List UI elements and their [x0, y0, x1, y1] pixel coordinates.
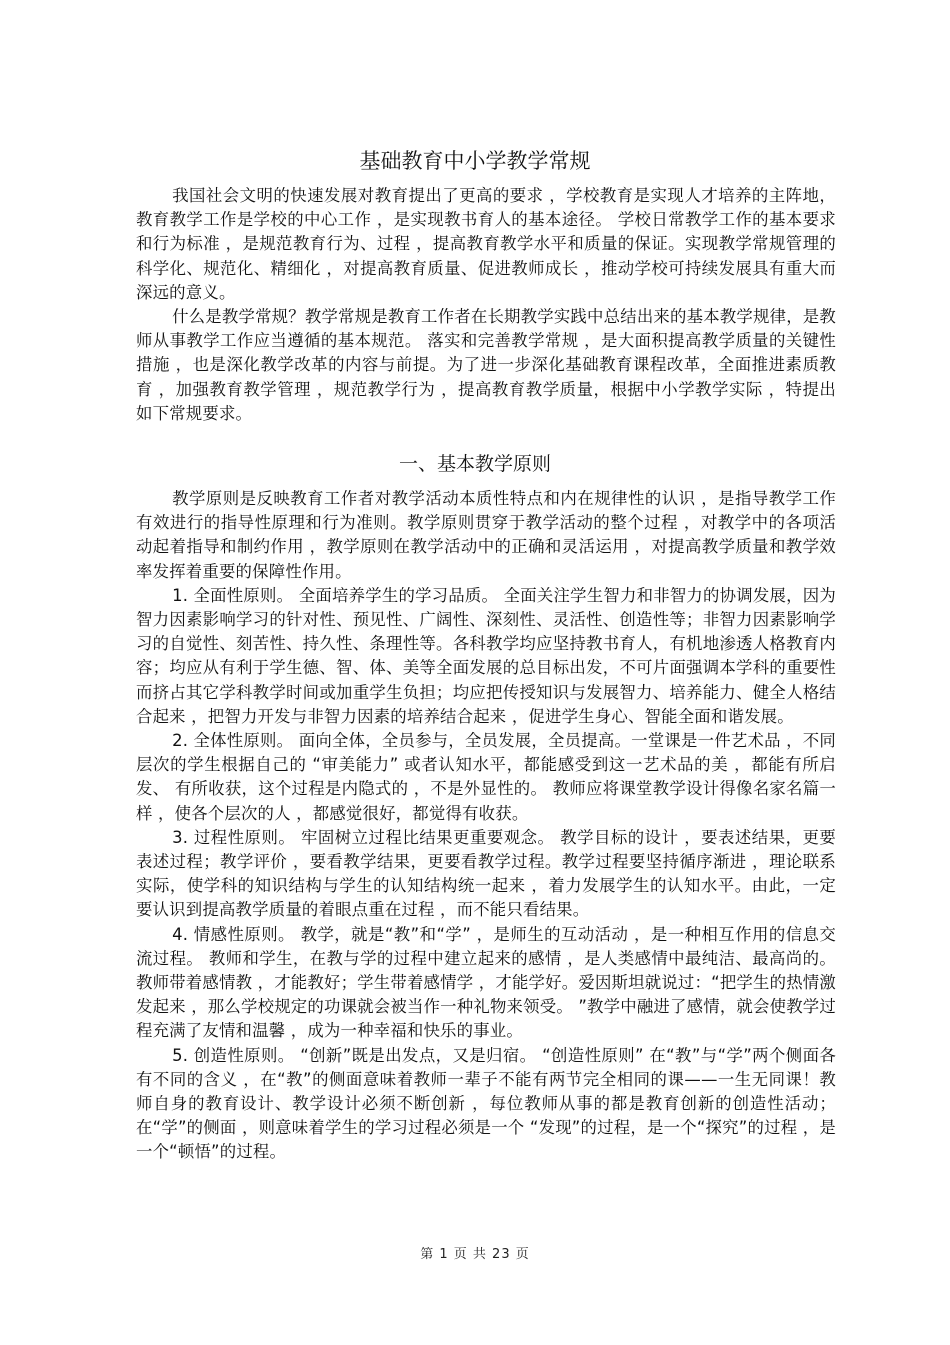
principle-paragraph-5: 5. 创造性原则。 “创新”既是出发点，又是归宿。 “创造性原则” 在“教”与“学”两个侧面各有不同的含义 ，在“教”的侧面意味着教师一辈子不能有两节完全相同的课——一生无同课！教师自身的教育设计、教学设计必须不断创新 ，每位教师从事的都是教育创新的创造性活动；在“学”的侧面 ，则意味着学生的学习过程必须是一个 “发现”的过程，是一个“探究”的过程 ，是一个“顿悟”的过程。 [136, 1045, 836, 1162]
document-title: 基础教育中小学教学常规 [359, 149, 591, 173]
intro-section [136, 184, 836, 426]
page-footer: 第 1 页 共 23 页 [420, 1247, 530, 1262]
principle-paragraph-4: 4. 情感性原则。 教学，就是“教”和“学” ，是师生的互动活动 ，是一种相互作用的信息交流过程。 教师和学生，在教与学的过程中建立起来的感情 ，是人类感情中最纯洁、最高尚的。教师带着感情教 ，才能教好；学生带着感情学 ，才能学好。爱因斯坦就说过：“把学生的热情激发起来 ，那么学校规定的功课就会被当作一种礼物来领受。 ”教学中融进了感情，就会使教学过程充满了友情和温馨 ，成为一种幸福和快乐的事业。 [136, 924, 836, 1041]
section-heading: 一、基本教学原则 [398, 453, 551, 475]
principle-paragraph-1: 1. 全面性原则。 全面培养学生的学习品质。 全面关注学生智力和非智力的协调发展，因为智力因素影响学习的针对性、预见性、广阔性、深刻性、灵活性、创造性等；非智力因素影响学习的自觉性、刻苦性、持久性、条理性等。各科教学均应坚持教书育人，有机地渗透人格教育内容；均应从有利于学生德、智、体、美等全面发展的总目标出发，不可片面强调本学科的重要性而挤占其它学科教学时间或加重学生负担；均应把传授知识与发展智力、培养能力、健全人格结合起来 ，把智力开发与非智力因素的培养结合起来 ，促进学生身心、智能全面和谐发展。 [136, 585, 836, 726]
principles-section [136, 487, 836, 1165]
intro-paragraph: 什么是教学常规？教学常规是教育工作者在长期教学实践中总结出来的基本教学规律，是教师从事教学工作应当遵循的基本规范。 落实和完善教学常规 ，是大面积提高教学质量的关键性措施 ，也是深化教学改革的内容与前提。为了进一步深化基础教育课程改革，全面推进素质教育 ，加强教育教学管理 ，规范教学行为 ，提高教育教学质量，根据中小学教学实际 ，特提出如下常规要求。 [136, 307, 836, 423]
intro-paragraph: 我国社会文明的快速发展对教育提出了更高的要求 ，学校教育是实现人才培养的主阵地，教育教学工作是学校的中心工作 ，是实现教书育人的基本途径。 学校日常教学工作的基本要求和行为标准 ，是规范教育行为、过程 ，提高教育教学水平和质量的保证。实现教学常规管理的科学化、规范化、精细化 ，对提高教育质量、促进教师成长 ，推动学校可持续发展具有重大而深远的意义。 [136, 186, 836, 302]
principle-paragraph-3: 3. 过程性原则。 牢固树立过程比结果更重要观念。 教学目标的设计 ，要表述结果，更要表述过程；教学评价 ，要看教学结果，更要看教学过程。教学过程要坚持循序渐进 ，理论联系实际，使学科的知识结构与学生的认知结构统一起来 ，着力发展学生的认知水平。由此，一定要认识到提高教学质量的着眼点重在过程 ，而不能只看结果。 [136, 827, 836, 920]
principle-paragraph-2: 2. 全体性原则。 面向全体，全员参与，全员发展，全员提高。一堂课是一件艺术品 ，不同层次的学生根据自己的 “审美能力” 或者认知水平，都能感受到这一艺术品的美 ，都能有所启发、 有所收获，这个过程是内隐式的 ，不是外显性的。 教师应将课堂教学设计得像名家名篇一样 ，使各个层次的人 ，都感觉很好，都觉得有收获。 [136, 731, 836, 823]
section-paragraph: 教学原则是反映教育工作者对教学活动本质性特点和内在规律性的认识 ，是指导教学工作有效进行的指导性原理和行为准则。教学原则贯穿于教学活动的整个过程 ，对教学中的各项活动起着指导和制约作用 ，教学原则在教学活动中的正确和灵活运用 ，对提高教学质量和教学效率发挥着重要的保障性作用。 [136, 489, 836, 581]
